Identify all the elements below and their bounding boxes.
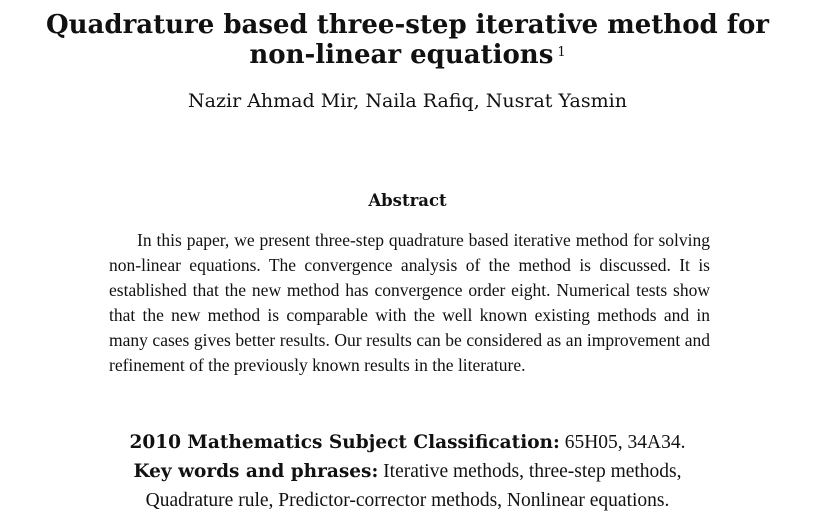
keywords-value-1: Iterative methods, three-step methods,: [383, 461, 682, 482]
subject-classification: [95, 428, 720, 457]
authors: Nazir Ahmad Mir, Naila Rafiq, Nusrat Yasmin: [188, 90, 627, 112]
paper-title: [0, 10, 815, 70]
keywords-line-2: Quadrature rule, Predictor-corrector methods, Nonlinear equations.: [145, 490, 670, 511]
abstract-heading: Abstract: [368, 191, 447, 210]
title-footnote-mark: 1: [557, 45, 566, 60]
classification-and-keywords: [95, 428, 720, 515]
classification-value: 65H05, 34A34.: [564, 432, 686, 453]
classification-label: 2010 Mathematics Subject Classification:: [129, 432, 560, 453]
keywords-label: Key words and phrases:: [133, 461, 379, 482]
abstract-body: In this paper, we present three-step quadrature based iterative method for solving non-linear equations. The convergence analysis of the method is discussed. It is established that the new method has convergence order eight. Numerical tests show that the new method is comparable with the well known existing methods and in many cases gives better results. Our results can be considered as an improvement and refinement of the previously known results in the literature.: [109, 230, 710, 375]
keywords-line-1: [95, 457, 720, 486]
title-line-2: non-linear equations: [249, 40, 554, 70]
title-line-1: Quadrature based three-step iterative method for: [46, 10, 769, 40]
